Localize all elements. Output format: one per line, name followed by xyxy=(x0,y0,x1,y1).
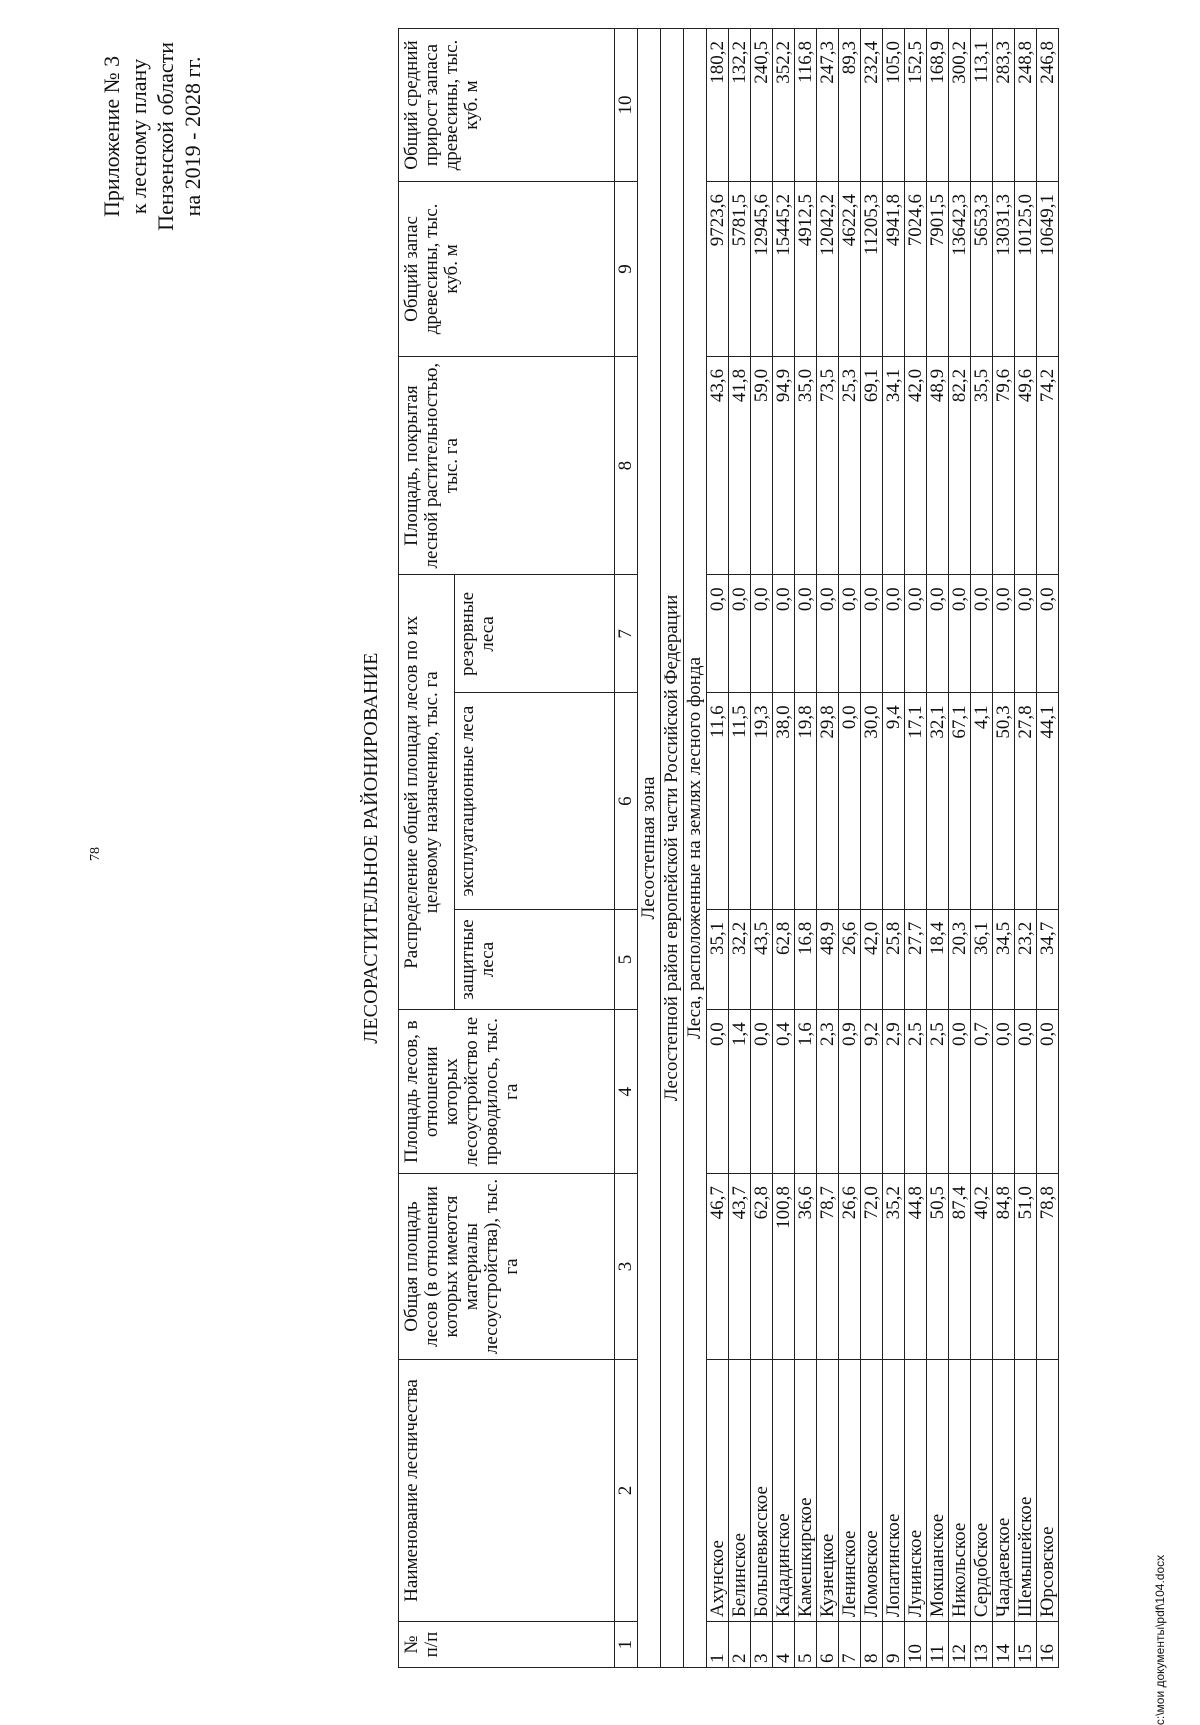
table-cell: 5 xyxy=(795,1622,817,1668)
page-number: 78 xyxy=(88,847,103,861)
table-cell: 0,0 xyxy=(1015,575,1037,693)
table-cell: 2 xyxy=(729,1622,751,1668)
table-row xyxy=(707,29,729,1668)
table-cell: 38,0 xyxy=(773,693,795,909)
table-cell: 0,0 xyxy=(1037,575,1059,693)
table-cell: 35,5 xyxy=(971,356,993,575)
table-cell: 168,9 xyxy=(927,29,949,182)
header-total-area: Общая площадь лесов (в отношении которых имеются материалы лесоустройства), тыс. га xyxy=(399,1174,615,1360)
table-cell: 12042,2 xyxy=(817,182,839,357)
table-cell: 247,3 xyxy=(817,29,839,182)
column-number: 7 xyxy=(615,575,638,693)
table-cell: 19,8 xyxy=(795,693,817,909)
column-number: 2 xyxy=(615,1359,638,1621)
table-cell: 5781,5 xyxy=(729,182,751,357)
table-cell: 74,2 xyxy=(1037,356,1059,575)
column-number: 1 xyxy=(615,1622,638,1668)
table-cell: 180,2 xyxy=(707,29,729,182)
table-cell: 0,0 xyxy=(707,575,729,693)
header-stock-increment: Общий средний прирост запаса древесины, тыс. куб. м xyxy=(399,29,615,182)
table-cell: 4912,5 xyxy=(795,182,817,357)
table-cell: 42,0 xyxy=(905,356,927,575)
table-cell: Сердобское xyxy=(971,1359,993,1621)
table-cell: 10125,0 xyxy=(1015,182,1037,357)
table-cell: 1,6 xyxy=(795,1010,817,1174)
column-number: 8 xyxy=(615,356,638,575)
table-cell: 7024,6 xyxy=(905,182,927,357)
table-cell: 16 xyxy=(1037,1622,1059,1668)
footer-file-path: c:\мои документы\pdf\104.docx xyxy=(1153,1554,1167,1725)
section-row xyxy=(661,29,684,1668)
table-row xyxy=(883,29,905,1668)
header-row-number: № п/п xyxy=(399,1622,615,1668)
table-cell: 14 xyxy=(993,1622,1015,1668)
table-cell: 0,0 xyxy=(927,575,949,693)
table-cell: 283,3 xyxy=(993,29,1015,182)
table-cell: Камешкирское xyxy=(795,1359,817,1621)
table-cell: 2,3 xyxy=(817,1010,839,1174)
table-cell: 69,1 xyxy=(861,356,883,575)
table-cell: 32,2 xyxy=(729,909,751,1010)
table-cell: 36,1 xyxy=(971,909,993,1010)
table-cell: Шемышейское xyxy=(1015,1359,1037,1621)
table-cell: 0,0 xyxy=(949,1010,971,1174)
table-cell: 40,2 xyxy=(971,1174,993,1360)
table-cell: 10649,1 xyxy=(1037,182,1059,357)
table-cell: 89,3 xyxy=(839,29,861,182)
table-cell: 0,0 xyxy=(1037,1010,1059,1174)
table-cell: 35,2 xyxy=(883,1174,905,1360)
table-cell: 26,6 xyxy=(839,909,861,1010)
table-cell: 84,8 xyxy=(993,1174,1015,1360)
table-cell: 9,4 xyxy=(883,693,905,909)
header-reserve-forests: резервные леса xyxy=(455,575,615,693)
table-cell: Никольское xyxy=(949,1359,971,1621)
table-cell: 0,0 xyxy=(993,1010,1015,1174)
section-row xyxy=(638,29,661,1668)
table-cell: 12 xyxy=(949,1622,971,1668)
table-row xyxy=(839,29,861,1668)
table-cell: Ахунское xyxy=(707,1359,729,1621)
table-cell: 34,1 xyxy=(883,356,905,575)
table-cell: 11 xyxy=(927,1622,949,1668)
table-cell: Лопатинское xyxy=(883,1359,905,1621)
table-cell: 0,0 xyxy=(729,575,751,693)
appendix-block xyxy=(98,42,206,231)
table-cell: 0,0 xyxy=(707,1010,729,1174)
table-cell: 0,9 xyxy=(839,1010,861,1174)
table-cell: 34,5 xyxy=(993,909,1015,1010)
header-timber-stock: Общий запас древесины, тыс. куб. м xyxy=(399,182,615,357)
table-cell: 46,7 xyxy=(707,1174,729,1360)
table-cell: 73,5 xyxy=(817,356,839,575)
table-cell: 35,0 xyxy=(795,356,817,575)
table-cell: 10 xyxy=(905,1622,927,1668)
table-cell: 246,8 xyxy=(1037,29,1059,182)
table-cell: 152,5 xyxy=(905,29,927,182)
table-cell: 0,0 xyxy=(861,575,883,693)
table-cell: 4941,8 xyxy=(883,182,905,357)
table-cell: 49,6 xyxy=(1015,356,1037,575)
table-cell: 13031,3 xyxy=(993,182,1015,357)
table-cell: 13642,3 xyxy=(949,182,971,357)
appendix-line: Приложение № 3 xyxy=(99,55,124,217)
table-cell: 44,1 xyxy=(1037,693,1059,909)
document-title: ЛЕСОРАСТИТЕЛЬНОЕ РАЙОНИРОВАНИЕ xyxy=(360,652,382,1044)
table-cell: 78,7 xyxy=(817,1174,839,1360)
table-row xyxy=(795,29,817,1668)
table-cell: 42,0 xyxy=(861,909,883,1010)
table-cell: 1 xyxy=(707,1622,729,1668)
table-cell: Кададинское xyxy=(773,1359,795,1621)
section-heading: Лесостепная зона xyxy=(638,29,661,1668)
table-cell: 43,6 xyxy=(707,356,729,575)
table-row xyxy=(905,29,927,1668)
header-forested-area: Площадь, покрытая лесной растительностью, тыс. га xyxy=(399,356,615,575)
table-cell: 59,0 xyxy=(751,356,773,575)
table-cell: 9723,6 xyxy=(707,182,729,357)
table-cell: 27,7 xyxy=(905,909,927,1010)
table-cell: 30,0 xyxy=(861,693,883,909)
table-cell: 67,1 xyxy=(949,693,971,909)
table-row xyxy=(1037,29,1059,1668)
table-cell: 6 xyxy=(817,1622,839,1668)
appendix-line: к лесному плану xyxy=(126,58,151,215)
table-cell: 51,0 xyxy=(1015,1174,1037,1360)
table-row xyxy=(993,29,1015,1668)
column-number-row xyxy=(615,29,638,1668)
header-exploitation-forests: эксплуатационные леса xyxy=(455,693,615,909)
table-cell: 36,6 xyxy=(795,1174,817,1360)
table-cell: 11205,3 xyxy=(861,182,883,357)
table-cell: 0,0 xyxy=(839,575,861,693)
table-cell: 11,5 xyxy=(729,693,751,909)
table-cell: 5653,3 xyxy=(971,182,993,357)
table-row xyxy=(949,29,971,1668)
table-cell: 50,3 xyxy=(993,693,1015,909)
table-cell: 44,8 xyxy=(905,1174,927,1360)
table-row xyxy=(1015,29,1037,1668)
table-cell: 48,9 xyxy=(927,356,949,575)
table-cell: 25,8 xyxy=(883,909,905,1010)
table-cell: 41,8 xyxy=(729,356,751,575)
table-cell: 132,2 xyxy=(729,29,751,182)
table-cell: 1,4 xyxy=(729,1010,751,1174)
table-cell: 248,8 xyxy=(1015,29,1037,182)
forest-zoning-table xyxy=(398,28,1059,1668)
table-cell: 87,4 xyxy=(949,1174,971,1360)
table-cell: 17,1 xyxy=(905,693,927,909)
table-cell: 0,0 xyxy=(883,575,905,693)
table-row xyxy=(751,29,773,1668)
table-cell: 29,8 xyxy=(817,693,839,909)
table-cell: 13 xyxy=(971,1622,993,1668)
table-cell: 0,0 xyxy=(905,575,927,693)
table-cell: Кузнецкое xyxy=(817,1359,839,1621)
table-cell: 15 xyxy=(1015,1622,1037,1668)
table-cell: Большевьясское xyxy=(751,1359,773,1621)
table-cell: 15445,2 xyxy=(773,182,795,357)
table-cell: 16,8 xyxy=(795,909,817,1010)
table-cell: 62,8 xyxy=(773,909,795,1010)
table-cell: 8 xyxy=(861,1622,883,1668)
table-cell: 300,2 xyxy=(949,29,971,182)
table-row xyxy=(861,29,883,1668)
table-cell: 4,1 xyxy=(971,693,993,909)
table-cell: 62,8 xyxy=(751,1174,773,1360)
table-cell: 35,1 xyxy=(707,909,729,1010)
table-cell: 79,6 xyxy=(993,356,1015,575)
table-row xyxy=(773,29,795,1668)
table-cell: 32,1 xyxy=(927,693,949,909)
table-cell: 116,8 xyxy=(795,29,817,182)
table-cell: 12945,6 xyxy=(751,182,773,357)
table-row xyxy=(971,29,993,1668)
table-cell: 232,4 xyxy=(861,29,883,182)
header-forestry-name: Наименование лесничества xyxy=(399,1359,615,1621)
appendix-line: на 2019 - 2028 гг. xyxy=(180,56,205,217)
table-row xyxy=(729,29,751,1668)
table-cell: 4622,4 xyxy=(839,182,861,357)
table-cell: Ленинское xyxy=(839,1359,861,1621)
table-cell: 3 xyxy=(751,1622,773,1668)
table-cell: 0,0 xyxy=(751,575,773,693)
column-number: 5 xyxy=(615,909,638,1010)
section-row xyxy=(684,29,707,1668)
table-cell: Лунинское xyxy=(905,1359,927,1621)
table-cell: 0,0 xyxy=(993,575,1015,693)
table-cell: 2,5 xyxy=(927,1010,949,1174)
table-cell: 0,0 xyxy=(839,693,861,909)
table-cell: 0,0 xyxy=(773,575,795,693)
header-purpose-distribution: Распределение общей площади лесов по их целевому назначению, тыс. га xyxy=(399,575,455,1010)
table-cell: 78,8 xyxy=(1037,1174,1059,1360)
column-number: 3 xyxy=(615,1174,638,1360)
table-cell: 94,9 xyxy=(773,356,795,575)
table-cell: 23,2 xyxy=(1015,909,1037,1010)
table-cell: 113,1 xyxy=(971,29,993,182)
table-cell: 9 xyxy=(883,1622,905,1668)
table-cell: 240,5 xyxy=(751,29,773,182)
appendix-line: Пензенской области xyxy=(153,42,178,231)
table-cell: 19,3 xyxy=(751,693,773,909)
table-row xyxy=(927,29,949,1668)
column-number: 10 xyxy=(615,29,638,182)
table-cell: 9,2 xyxy=(861,1010,883,1174)
table-cell: 2,5 xyxy=(905,1010,927,1174)
header-protective-forests: защитные леса xyxy=(455,909,615,1010)
table-cell: Белинское xyxy=(729,1359,751,1621)
column-number: 6 xyxy=(615,693,638,909)
section-heading: Лесостепной район европейской части Российской Федерации xyxy=(661,29,684,1668)
column-number: 9 xyxy=(615,182,638,357)
table-cell: 0,0 xyxy=(795,575,817,693)
table-cell: 11,6 xyxy=(707,693,729,909)
table-cell: 43,7 xyxy=(729,1174,751,1360)
table-cell: 2,9 xyxy=(883,1010,905,1174)
table-cell: 48,9 xyxy=(817,909,839,1010)
rotated-page-content xyxy=(60,28,1140,1668)
column-number: 4 xyxy=(615,1010,638,1174)
table-cell: 82,2 xyxy=(949,356,971,575)
table-cell: 0,4 xyxy=(773,1010,795,1174)
table-cell: 4 xyxy=(773,1622,795,1668)
table-cell: 27,8 xyxy=(1015,693,1037,909)
table-cell: 0,0 xyxy=(949,575,971,693)
table-row xyxy=(817,29,839,1668)
table-cell: 43,5 xyxy=(751,909,773,1010)
table-cell: 20,3 xyxy=(949,909,971,1010)
table-cell: 0,7 xyxy=(971,1010,993,1174)
table-cell: 0,0 xyxy=(817,575,839,693)
table-cell: 72,0 xyxy=(861,1174,883,1360)
table-cell: Ломовское xyxy=(861,1359,883,1621)
table-cell: 18,4 xyxy=(927,909,949,1010)
table-cell: 50,5 xyxy=(927,1174,949,1360)
section-heading: Леса, расположенные на землях лесного фонда xyxy=(684,29,707,1668)
table-cell: 25,3 xyxy=(839,356,861,575)
table-cell: 0,0 xyxy=(971,575,993,693)
table-cell: 26,6 xyxy=(839,1174,861,1360)
table-cell: Юрсовское xyxy=(1037,1359,1059,1621)
table-cell: 105,0 xyxy=(883,29,905,182)
table-cell: 352,2 xyxy=(773,29,795,182)
table-cell: 7 xyxy=(839,1622,861,1668)
table-cell: 7901,5 xyxy=(927,182,949,357)
table-cell: 34,7 xyxy=(1037,909,1059,1010)
table-cell: 0,0 xyxy=(1015,1010,1037,1174)
table-cell: 100,8 xyxy=(773,1174,795,1360)
table-cell: 0,0 xyxy=(751,1010,773,1174)
table-cell: Чаадаевское xyxy=(993,1359,1015,1621)
header-unsurveyed-area: Площадь лесов, в отношении которых лесоустройство не проводилось, тыс. га xyxy=(399,1010,615,1174)
table-cell: Мокшанское xyxy=(927,1359,949,1621)
